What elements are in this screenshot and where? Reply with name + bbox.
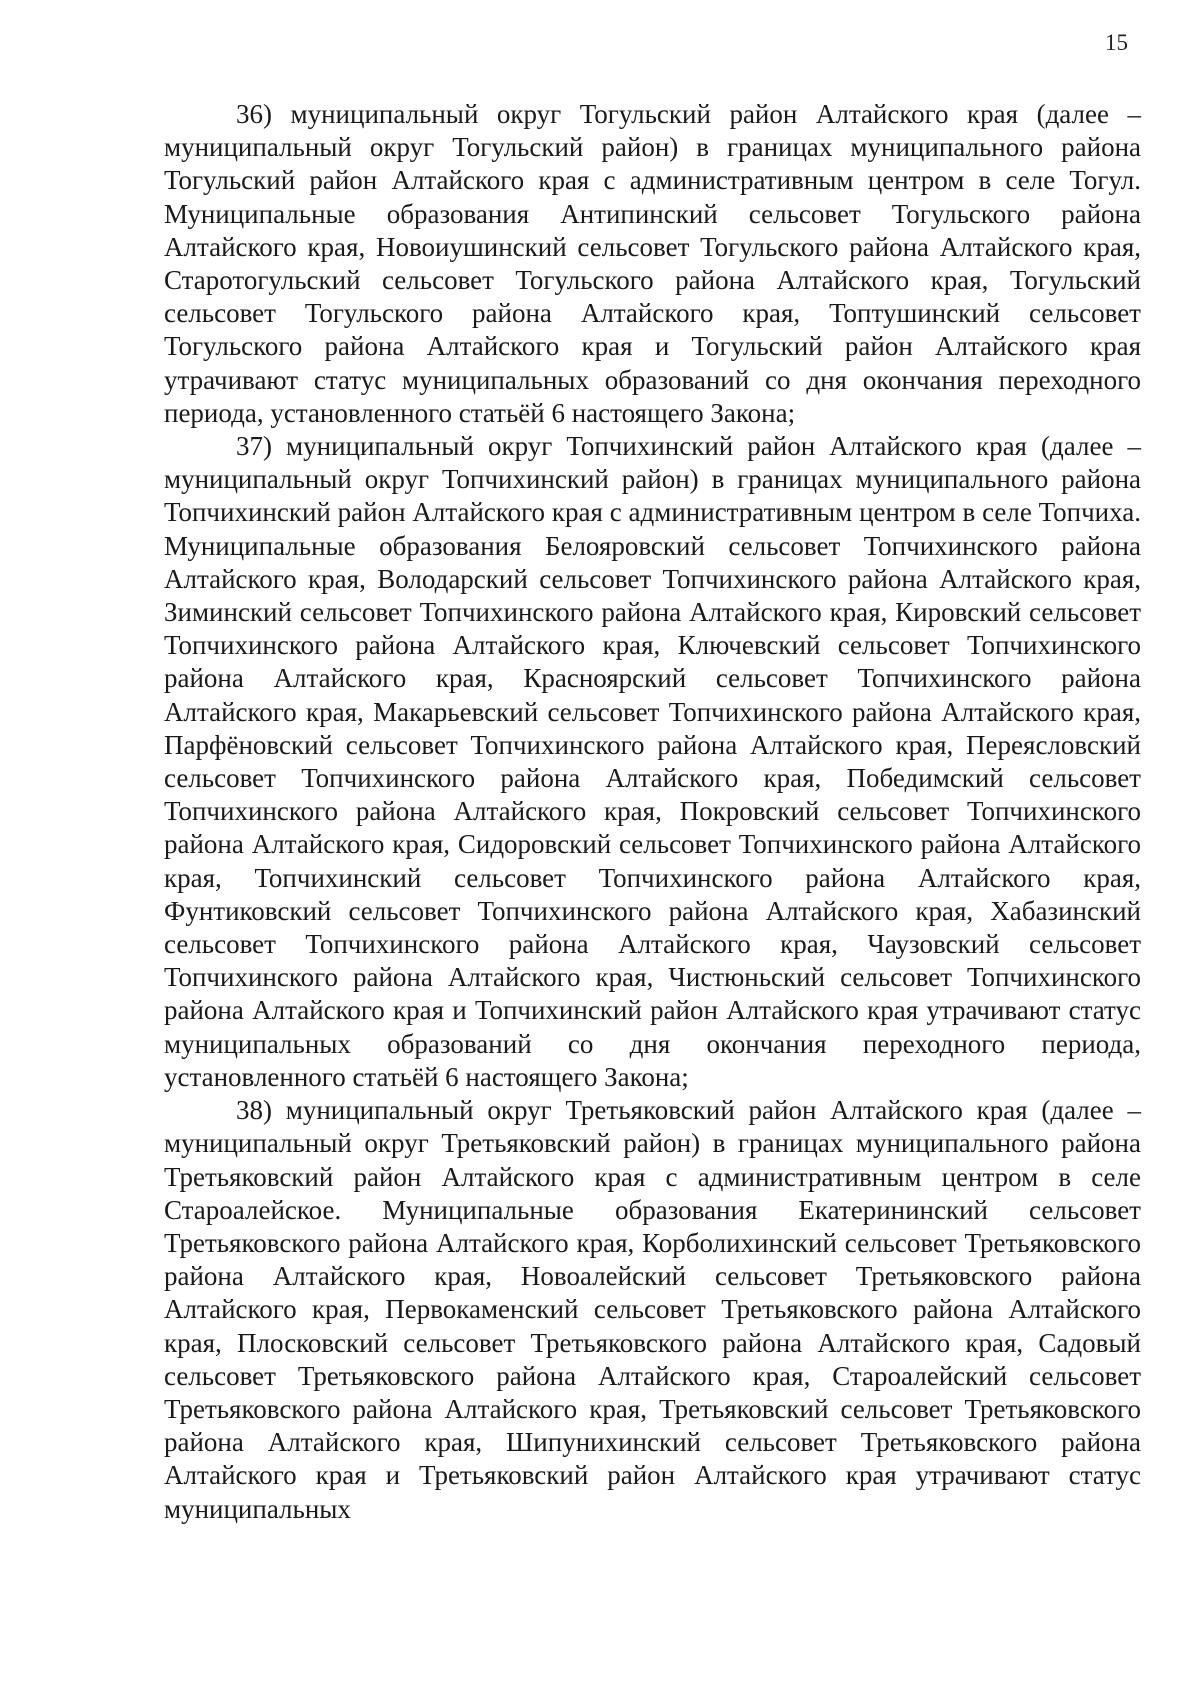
paragraph-36: 36) муниципальный округ Тогульский район Алтайского края (далее – муниципальный округ Тогульский район) в границах муниципального района Тогульский район Алтайского края с административным центром в селе Тогул. Муниципальные образования Антипинский сельсовет Тогульского района Алтайского края, Новоиушинский сельсовет Тогульского района Алтайского края, Старотогульский сельсовет Тогульского района Алтайского края, Тогульский сельсовет Тогульского района Алтайского края, Топтушинский сельсовет Тогульского района Алтайского края и Тогульский район Алтайского края утрачивают статус муниципальных образований со дня окончания переходного периода, установленного статьёй 6 настоящего Закона; — [164, 99, 1141, 428]
paragraph-38: 38) муниципальный округ Третьяковский район Алтайского края (далее – муниципальный округ Третьяковский район) в границах муниципального района Третьяковский район Алтайского края с административным центром в селе Староалейское. Муниципальные образования Екатерининский сельсовет Третьяковского района Алтайского края, Корболихинский сельсовет Третьяковского района Алтайского края, Новоалейский сельсовет Третьяковского района Алтайского края, Первокаменский сельсовет Третьяковского района Алтайского края, Плосковский сельсовет Третьяковского района Алтайского края, Садовый сельсовет Третьяковского района Алтайского края, Староалейский сельсовет Третьяковского района Алтайского края, Третьяковский сельсовет Третьяковского района Алтайского края, Шипунихинский сельсовет Третьяковского района Алтайского края и Третьяковский район Алтайского края утрачивают статус муниципальных — [164, 1095, 1141, 1524]
page-number: 15 — [1105, 30, 1128, 55]
paragraph-37: 37) муниципальный округ Топчихинский район Алтайского края (далее – муниципальный округ Топчихинский район) в границах муниципального района Топчихинский район Алтайского края с административным центром в селе Топчиха. Муниципальные образования Белояровский сельсовет Топчихинского района Алтайского края, Володарский сельсовет Топчихинского района Алтайского края, Зиминский сельсовет Топчихинского района Алтайского края, Кировский сельсовет Топчихинского района Алтайского края, Ключевский сельсовет Топчихинского района Алтайского края, Красноярский сельсовет Топчихинского района Алтайского края, Макарьевский сельсовет Топчихинского района Алтайского края, Парфёновский сельсовет Топчихинского района Алтайского края, Переясловский сельсовет Топчихинского района Алтайского края, Победимский сельсовет Топчихинского района Алтайского края, Покровский сельсовет Топчихинского района Алтайского края, Сидоровский сельсовет Топчихинского района Алтайского края, Топчихинский сельсовет Топчихинского района Алтайского края, Фунтиковский сельсовет Топчихинского района Алтайского края, Хабазинский сельсовет Топчихинского района Алтайского края, Чаузовский сельсовет Топчихинского района Алтайского края, Чистюньский сельсовет Топчихинского района Алтайского края и Топчихинский район Алтайского края утрачивают статус муниципальных образований со дня окончания переходного периода, установленного статьёй 6 настоящего Закона; — [164, 431, 1141, 1092]
document-body — [164, 98, 1141, 1526]
